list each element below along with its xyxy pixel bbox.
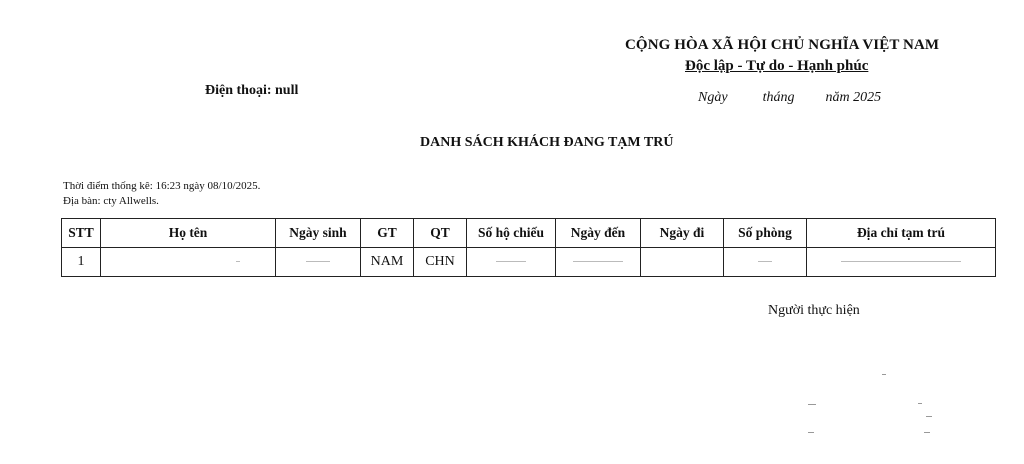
scan-mark	[924, 432, 930, 433]
phone-line: Điện thoại: null	[205, 83, 299, 98]
cell-departure	[641, 248, 724, 277]
cell-gender: NAM	[361, 248, 414, 277]
scan-mark	[918, 403, 922, 404]
date-month-label: tháng	[762, 90, 795, 105]
scan-mark	[882, 374, 886, 375]
scan-mark	[808, 404, 816, 405]
col-passport: Số hộ chiếu	[467, 219, 556, 248]
table-header-row	[62, 219, 996, 248]
cell-name	[101, 248, 276, 277]
guest-table	[61, 218, 996, 277]
date-line	[698, 90, 881, 106]
col-name: Họ tên	[101, 219, 276, 248]
col-arrival: Ngày đến	[556, 219, 641, 248]
col-gender: GT	[361, 219, 414, 248]
cell-nationality: CHN	[414, 248, 467, 277]
col-nationality: QT	[414, 219, 467, 248]
date-day-label: Ngày	[698, 90, 728, 105]
signer-label: Người thực hiện	[768, 303, 860, 318]
scan-mark	[926, 416, 932, 417]
table-row	[62, 248, 996, 277]
cell-passport	[467, 248, 556, 277]
col-address: Địa chỉ tạm trú	[807, 219, 996, 248]
col-stt: STT	[62, 219, 101, 248]
cell-address	[807, 248, 996, 277]
scan-mark	[808, 432, 814, 433]
national-title: CỘNG HÒA XÃ HỘI CHỦ NGHĨA VIỆT NAM	[625, 37, 940, 53]
national-motto: Độc lập - Tự do - Hạnh phúc	[685, 58, 869, 74]
col-room: Số phòng	[724, 219, 807, 248]
stat-time: Thời điểm thống kê: 16:23 ngày 08/10/2025.	[63, 180, 261, 192]
cell-dob	[276, 248, 361, 277]
date-year-label: năm 2025	[825, 90, 882, 105]
col-dob: Ngày sinh	[276, 219, 361, 248]
col-departure: Ngày đi	[641, 219, 724, 248]
document-title: DANH SÁCH KHÁCH ĐANG TẠM TRÚ	[420, 135, 674, 150]
cell-room	[724, 248, 807, 277]
cell-arrival	[556, 248, 641, 277]
area-line: Địa bàn: cty Allwells.	[63, 195, 159, 207]
cell-stt: 1	[62, 248, 101, 277]
